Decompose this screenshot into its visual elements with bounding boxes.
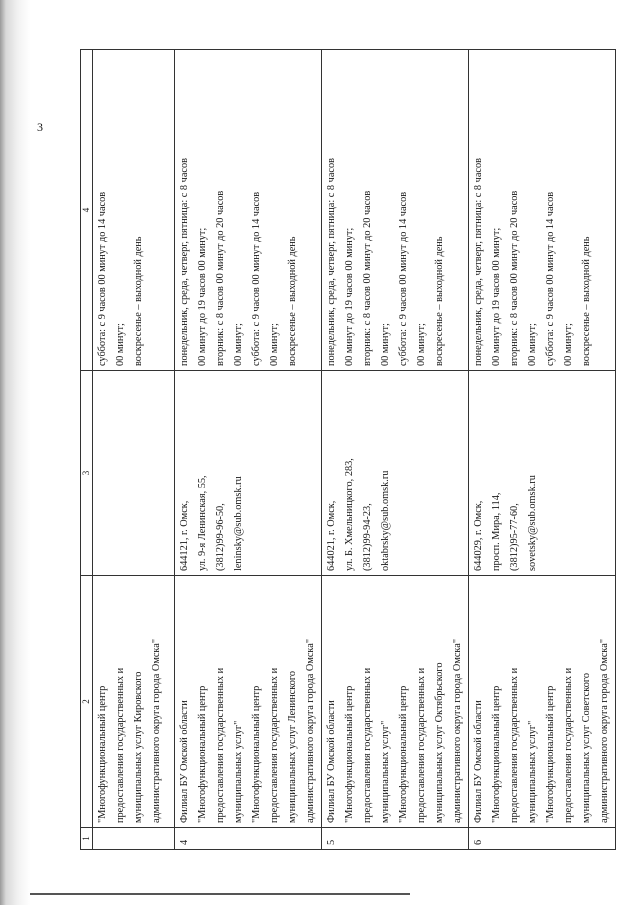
header-cell: 4: [81, 50, 93, 371]
text-line: муниципальных услуг": [527, 720, 538, 823]
address-cell: [175, 371, 322, 576]
text-line: воскресенье – выходной день: [133, 236, 144, 366]
text-line: суббота: с 9 часов 00 минут до 14 часов: [251, 191, 262, 366]
branch-name-cell: [469, 576, 616, 828]
text-line: предоставления государственных и: [215, 667, 226, 823]
working-hours-cell: [175, 50, 322, 371]
text-line: предоставления государственных и: [269, 667, 280, 823]
text-line: "Многофункциональный центр: [251, 685, 262, 823]
text-line: предоставления государственных и: [563, 667, 574, 823]
text-line: (3812)99-96-50,: [215, 503, 226, 571]
text-line: муниципальных услуг Советского: [581, 673, 592, 823]
text-line: ул. Б. Хмельницкого, 283,: [344, 458, 355, 571]
text-line: "Многофункциональный центр: [344, 685, 355, 823]
text-line: sovetsky@sub.omsk.ru: [527, 475, 538, 571]
branch-name-cell: [175, 576, 322, 828]
page-number: 3: [37, 120, 43, 134]
text-line: "Многофункциональный центр: [491, 685, 502, 823]
text-line: 00 минут до 19 часов 00 минут;: [491, 227, 502, 366]
rotated-table-wrapper: [80, 50, 620, 850]
branch-name-cell: [93, 576, 175, 828]
text-line: понедельник, среда, четверг, пятница: с 8 часов: [326, 158, 337, 366]
text-line: 00 минут;: [527, 323, 538, 366]
text-line: муниципальных услуг": [233, 720, 244, 823]
text-line: 00 минут;: [416, 323, 427, 366]
working-hours-cell: [93, 50, 175, 371]
mfc-branches-table: [80, 49, 616, 850]
text-line: предоставления государственных и: [416, 667, 427, 823]
text-line: "Многофункциональный центр: [398, 685, 409, 823]
row-number: 4: [175, 828, 322, 850]
text-line: "Многофункциональный центр: [545, 685, 556, 823]
text-line: 644029, г. Омск,: [473, 500, 484, 571]
header-cell: 1: [81, 828, 93, 850]
text-line: муниципальных услуг Кировского: [133, 671, 144, 823]
bottom-rule: [30, 893, 410, 895]
text-line: суббота: с 9 часов 00 минут до 14 часов: [97, 191, 108, 366]
text-line: 00 минут до 19 часов 00 минут;: [344, 227, 355, 366]
row-number: 6: [469, 828, 616, 850]
text-line: воскресенье – выходной день: [434, 236, 445, 366]
text-line: oktabrsky@sub.omsk.ru: [380, 470, 391, 571]
text-line: предоставления государственных и: [115, 667, 126, 823]
working-hours-cell: [322, 50, 469, 371]
text-line: (3812)99-94-23,: [362, 503, 373, 571]
text-line: 00 минут до 19 часов 00 минут;: [197, 227, 208, 366]
text-line: 644021, г. Омск,: [326, 500, 337, 571]
text-line: предоставления государственных и: [509, 667, 520, 823]
header-cell: 2: [81, 576, 93, 828]
text-line: административного округа города Омска": [305, 638, 316, 823]
text-line: 00 минут;: [563, 323, 574, 366]
text-line: 00 минут;: [115, 323, 126, 366]
text-line: 644121, г. Омск,: [179, 500, 190, 571]
text-line: административного округа города Омска": [151, 638, 162, 823]
branch-name-cell: [322, 576, 469, 828]
table-body: [81, 50, 616, 850]
header-row: [81, 50, 93, 850]
text-line: 00 минут;: [233, 323, 244, 366]
text-line: 00 минут;: [380, 323, 391, 366]
text-line: "Многофункциональный центр: [97, 685, 108, 823]
header-cell: 3: [81, 371, 93, 576]
text-line: (3812)95-77-60,: [509, 503, 520, 571]
text-line: ул. 9-я Ленинская, 55,: [197, 475, 208, 571]
text-line: вторник: с 8 часов 00 минут до 20 часов: [215, 190, 226, 366]
text-line: leninsky@sub.omsk.ru: [233, 476, 244, 571]
text-line: муниципальных услуг Октябрьского: [434, 662, 445, 823]
text-line: Филиал БУ Омской области: [179, 700, 190, 823]
scan-shadow-edge: [0, 0, 30, 905]
text-line: предоставления государственных и: [362, 667, 373, 823]
text-line: суббота: с 9 часов 00 минут до 14 часов: [545, 191, 556, 366]
text-line: вторник: с 8 часов 00 минут до 20 часов: [509, 190, 520, 366]
text-line: муниципальных услуг Ленинского: [287, 671, 298, 823]
table-row: [93, 50, 175, 850]
row-number: 5: [322, 828, 469, 850]
text-line: суббота: с 9 часов 00 минут до 14 часов: [398, 191, 409, 366]
address-cell: [93, 371, 175, 576]
address-cell: [322, 371, 469, 576]
table-row: [469, 50, 616, 850]
text-line: "Многофункциональный центр: [197, 685, 208, 823]
text-line: воскресенье – выходной день: [287, 236, 298, 366]
table-row: [175, 50, 322, 850]
text-line: административного округа города Омска": [452, 638, 463, 823]
text-line: Филиал БУ Омской области: [473, 700, 484, 823]
text-line: муниципальных услуг": [380, 720, 391, 823]
text-line: административного округа города Омска": [599, 638, 610, 823]
text-line: Филиал БУ Омской области: [326, 700, 337, 823]
text-line: понедельник, среда, четверг, пятница: с 8 часов: [179, 158, 190, 366]
text-line: 00 минут;: [269, 323, 280, 366]
working-hours-cell: [469, 50, 616, 371]
row-number: [93, 828, 175, 850]
text-line: вторник: с 8 часов 00 минут до 20 часов: [362, 190, 373, 366]
text-line: понедельник, среда, четверг, пятница: с 8 часов: [473, 158, 484, 366]
text-line: воскресенье – выходной день: [581, 236, 592, 366]
address-cell: [469, 371, 616, 576]
table-row: [322, 50, 469, 850]
text-line: просп. Мира, 114,: [491, 492, 502, 571]
